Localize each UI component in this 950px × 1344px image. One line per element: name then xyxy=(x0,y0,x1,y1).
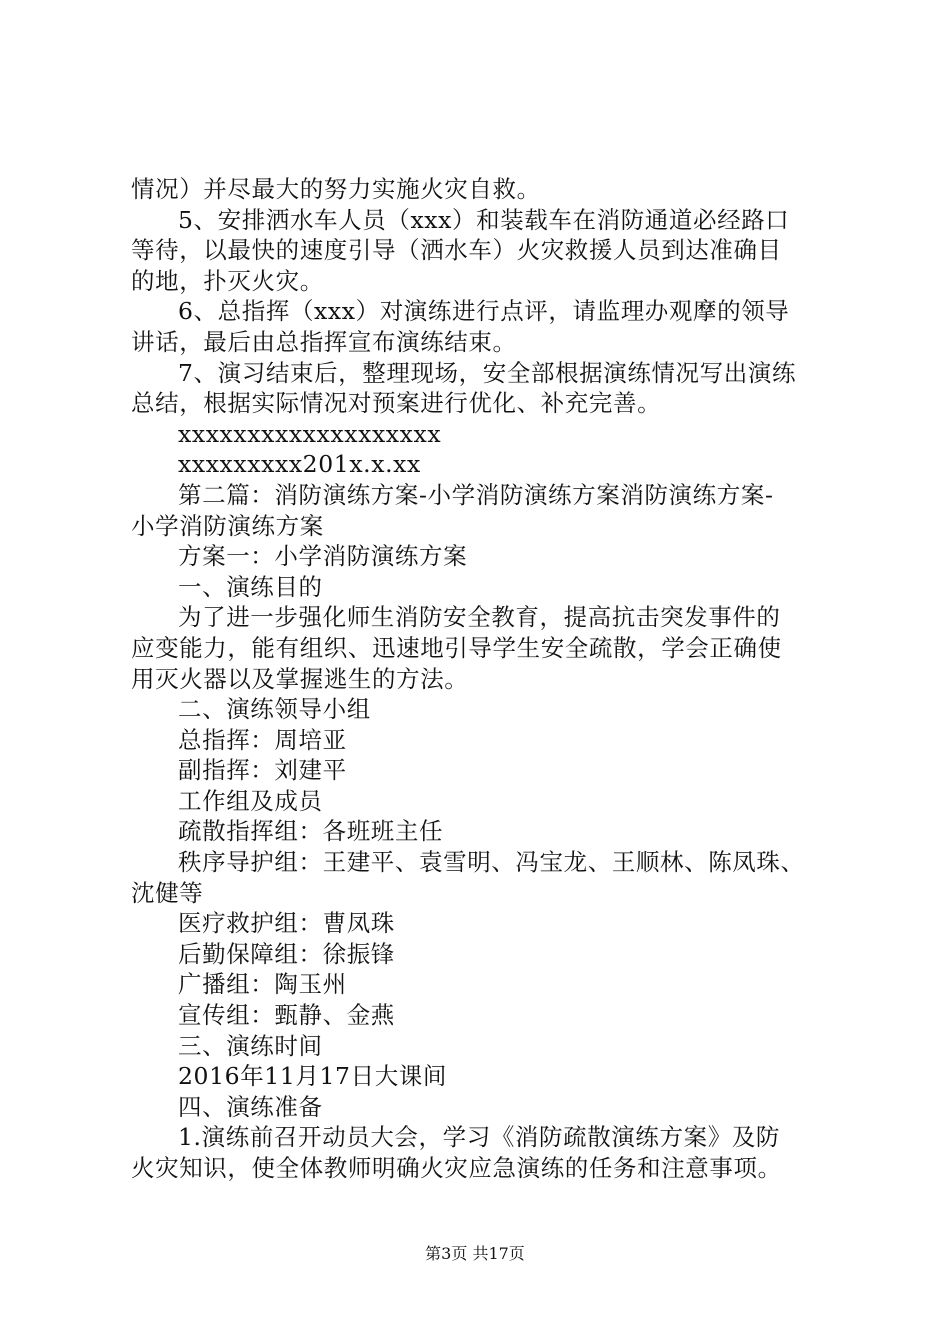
text-line: 医疗救护组：曹凤珠 xyxy=(178,909,395,938)
text-line: 总结，根据实际情况对预案进行优化、补充完善。 xyxy=(131,389,662,418)
text-line: 1.演练前召开动员大会，学习《消防疏散演练方案》及防 xyxy=(178,1123,781,1152)
text-line: 应变能力，能有组织、迅速地引导学生安全疏散，学会正确使 xyxy=(131,633,782,662)
document-body xyxy=(131,174,851,1184)
text-line: 等待，以最快的速度引导（洒水车）火灾救援人员到达准确目 xyxy=(131,236,782,265)
text-line: 为了进一步强化师生消防安全教育，提高抗击突发事件的 xyxy=(178,603,781,632)
text-line: 用灭火器以及掌握逃生的方法。 xyxy=(131,664,469,693)
text-line: 方案一：小学消防演练方案 xyxy=(178,542,468,571)
text-line: 讲话，最后由总指挥宣布演练结束。 xyxy=(131,327,517,356)
text-line: 6、总指挥（xxx）对演练进行点评，请监理办观摩的领导 xyxy=(178,297,790,326)
text-line: 四、演练准备 xyxy=(178,1092,323,1121)
text-line: xxxxxxxxxxxxxxxxxxx xyxy=(178,419,442,448)
text-line: 总指挥：周培亚 xyxy=(178,725,347,754)
text-line: 7、演习结束后，整理现场，安全部根据演练情况写出演练 xyxy=(178,358,797,387)
text-line: 宣传组：甄静、金燕 xyxy=(178,1001,395,1030)
page-footer: 第3页 共17页 xyxy=(425,1244,525,1263)
text-line: 小学消防演练方案 xyxy=(131,511,324,540)
text-line: 2016年11月17日大课间 xyxy=(178,1062,448,1091)
text-line: xxxxxxxxx201x.x.xx xyxy=(178,450,421,479)
text-line: 后勤保障组：徐振锋 xyxy=(178,939,395,968)
text-line: 工作组及成员 xyxy=(178,786,323,815)
text-line: 火灾知识，使全体教师明确火灾应急演练的任务和注意事项。 xyxy=(131,1154,782,1182)
text-line: 沈健等 xyxy=(131,878,204,907)
text-line: 疏散指挥组：各班班主任 xyxy=(178,817,444,846)
text-line: 情况）并尽最大的努力实施火灾自救。 xyxy=(131,175,541,203)
text-line: 三、演练时间 xyxy=(178,1031,323,1060)
text-line: 5、安排洒水车人员（xxx）和装载车在消防通道必经路口 xyxy=(178,205,790,234)
text-line: 的地，扑灭火灾。 xyxy=(131,266,324,295)
text-line: 第二篇：消防演练方案-小学消防演练方案消防演练方案- xyxy=(178,480,774,509)
text-line: 副指挥：刘建平 xyxy=(178,756,347,785)
text-line: 一、演练目的 xyxy=(178,572,323,601)
text-line: 广播组：陶玉州 xyxy=(178,970,347,999)
text-line: 秩序导护组：王建平、袁雪明、冯宝龙、王顺林、陈凤珠、 xyxy=(178,848,805,877)
text-line: 二、演练领导小组 xyxy=(178,695,371,724)
